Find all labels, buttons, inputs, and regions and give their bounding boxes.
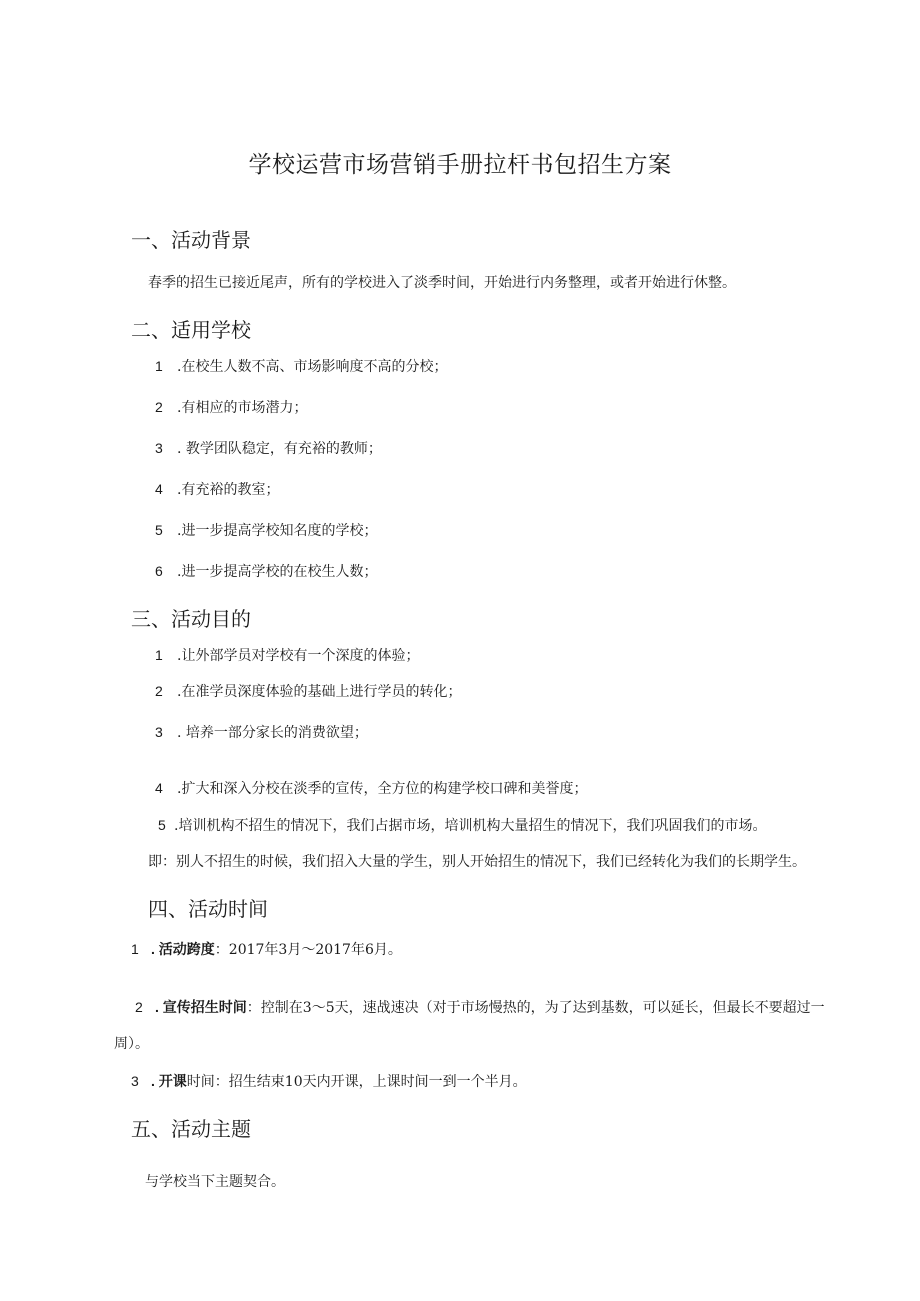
- item-label: . 活动跨度: [151, 941, 215, 957]
- item-number: 4: [155, 780, 163, 796]
- item-number: 2: [135, 999, 143, 1015]
- schedule-item-1: [131, 939, 402, 959]
- heading-schedule: 四、活动时间: [148, 897, 268, 921]
- schedule-item-3: [131, 1071, 527, 1091]
- item-text: .有相应的市场潜力；: [177, 400, 308, 416]
- item-number: 6: [155, 563, 163, 579]
- item-text: . 教学团队稳定，有充裕的教师；: [177, 441, 382, 457]
- item-number: 1: [155, 647, 163, 663]
- item-label: . 开课: [151, 1073, 187, 1089]
- list-item: [155, 356, 447, 376]
- page-title: 学校运营市场营销手册拉杆书包招生方案: [248, 152, 672, 178]
- item-text: .进一步提高学校知名度的学校；: [177, 523, 378, 539]
- item-text: 时间：招生结束10天内开课，上课时间一到一个半月。: [186, 1074, 527, 1090]
- item-text: .有充裕的教室；: [177, 482, 280, 498]
- list-item: [155, 479, 279, 499]
- item-number: 1: [155, 358, 163, 374]
- background-text: 春季的招生已接近尾声，所有的学校进入了淡季时间，开始进行内务整理，或者开始进行休整。: [148, 275, 736, 291]
- item-number: 3: [131, 1073, 139, 1089]
- item-text: .培训机构不招生的情况下，我们占据市场，培训机构大量招生的情况下，我们巩固我们的市场。: [174, 818, 767, 834]
- list-item: [158, 815, 766, 835]
- item-number: 5: [155, 522, 163, 538]
- item-number: 4: [155, 481, 163, 497]
- schedule-item-2-continued: 周）。: [114, 1036, 149, 1052]
- item-text: .在校生人数不高、市场影响度不高的分校；: [177, 359, 448, 375]
- item-number: 2: [155, 683, 163, 699]
- heading-objectives: 三、活动目的: [131, 607, 251, 631]
- list-item: [155, 438, 382, 458]
- item-text: .在准学员深度体验的基础上进行学员的转化；: [177, 684, 462, 700]
- list-item: [155, 645, 419, 665]
- item-text: . 培养一部分家长的消费欲望；: [177, 725, 368, 741]
- item-text: .让外部学员对学校有一个深度的体验；: [177, 648, 420, 664]
- item-text: ：2017年3月～2017年6月。: [214, 942, 402, 958]
- item-text: ：控制在3～5天，速战速决（对于市场慢热的，为了达到基数，可以延长，但最长不要超过一: [246, 1000, 825, 1016]
- item-text: .进一步提高学校的在校生人数；: [177, 564, 378, 580]
- list-item: [155, 397, 307, 417]
- item-number: 5: [158, 817, 166, 833]
- item-number: 3: [155, 440, 163, 456]
- heading-applicable-schools: 二、适用学校: [131, 318, 251, 342]
- list-item: [155, 561, 377, 581]
- list-item: [155, 722, 368, 742]
- item-text: .扩大和深入分校在淡季的宣传，全方位的构建学校口碑和美誉度；: [177, 781, 588, 797]
- schedule-item-2: [135, 997, 825, 1017]
- list-item: [155, 778, 587, 798]
- list-item: [155, 520, 377, 540]
- item-number: 2: [155, 399, 163, 415]
- objectives-note: 即：别人不招生的时候，我们招入大量的学生，别人开始招生的情况下，我们已经转化为我们的长期学生。: [148, 854, 806, 870]
- heading-theme: 五、活动主题: [131, 1117, 251, 1141]
- item-number: 1: [131, 941, 139, 957]
- item-number: 3: [155, 724, 163, 740]
- item-label: . 宣传招生时间: [155, 999, 247, 1015]
- theme-text: 与学校当下主题契合。: [145, 1174, 285, 1190]
- list-item: [155, 681, 461, 701]
- heading-background: 一、活动背景: [131, 228, 251, 252]
